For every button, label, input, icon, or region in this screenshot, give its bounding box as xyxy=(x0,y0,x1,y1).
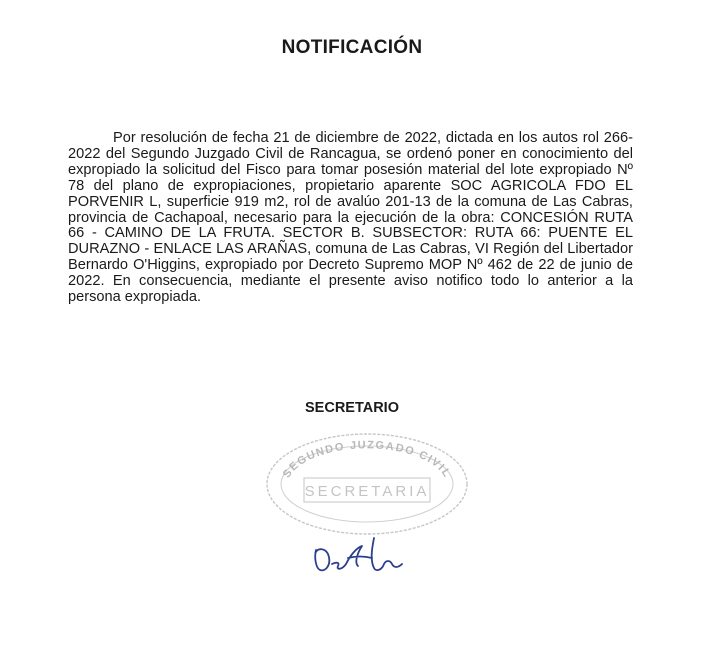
signer-title: SECRETARIO xyxy=(305,400,399,416)
handwritten-signature xyxy=(308,528,408,580)
court-stamp xyxy=(262,426,472,538)
document-title: NOTIFICACIÓN xyxy=(281,37,423,58)
stamp-middle-text: SECRETARIA xyxy=(304,483,430,500)
notice-body-paragraph: Por resolución de fecha 21 de diciembre de 2022, dictada en los autos rol 266-2022 del Segundo Juzgado Civil de Rancagua, se ordenó poner en conocimiento del expropiado la solicitud del Fisco para tomar posesión material del lote expropiado Nº 78 del plano de expropiaciones, propietario aparente SOC AGRICOLA FDO EL PORVENIR L, superficie 919 m2, rol de avalúo 201-13 de la comuna de Las Cabras, provincia de Cachapoal, necesario para la ejecución de la obra: CONCESIÓN RUTA 66 - CAMINO DE LA FRUTA. SECTOR B. SUBSECTOR: RUTA 66: PUENTE EL DURAZNO - ENLACE LAS ARAÑAS, comuna de Las Cabras, VI Región del Libertador Bernardo O'Higgins, expropiado por Decreto Supremo MOP Nº 462 de 22 de junio de 2022. En consecuencia, mediante el presente aviso notifico todo lo anterior a la persona expropiada. xyxy=(68,130,633,306)
stamp-top-text: SEGUNDO JUZGADO CIVIL xyxy=(280,439,454,481)
